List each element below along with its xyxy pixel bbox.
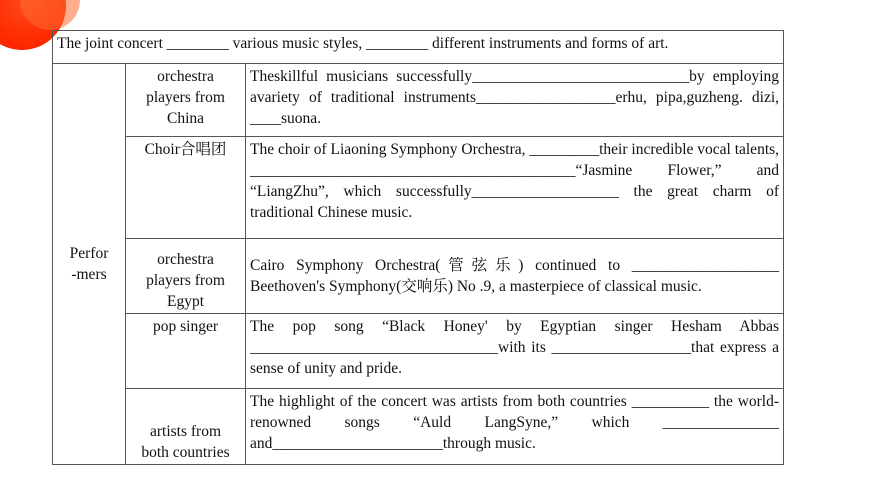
intro-row	[53, 31, 784, 64]
role-egypt-orchestra	[126, 239, 246, 314]
performers-label	[53, 64, 126, 465]
role-china-orchestra	[126, 64, 246, 137]
table-row	[53, 137, 784, 239]
description-egypt-orchestra: Cairo Symphony Orchestra(管弦乐) continued to ___________________ Beethoven's Symphony(交响乐) No .9, a masterpiece of classical music.	[246, 239, 784, 314]
role-text: pop singer	[152, 318, 218, 335]
role-text: orchestra players from Egypt	[146, 251, 225, 310]
table-row	[53, 389, 784, 465]
role-text: orchestra players from China	[146, 68, 225, 127]
role-text: Choir合唱团	[144, 141, 227, 158]
performers-label-text: Perfor -mers	[69, 245, 109, 283]
description-china-orchestra: Theskillful musicians successfully____________________________by employing avariety of traditional instruments__________________erhu, pipa,guzheng. dizi, ____suona.	[246, 64, 784, 137]
description-choir: The choir of Liaoning Symphony Orchestra, _________their incredible vocal talents, __________________________________________“Jasmine Flower,” and “LiangZhu”, which successfully___________________ the great charm of traditional Chinese music.	[246, 137, 784, 239]
table-row	[53, 64, 784, 137]
role-text: artists from both countries	[141, 423, 230, 461]
role-choir	[126, 137, 246, 239]
table-row	[53, 314, 784, 389]
table-row	[53, 239, 784, 314]
description-pop-singer: The pop song “Black Honey' by Egyptian singer Hesham Abbas ________________________________with its __________________that express a sense of unity and pride.	[246, 314, 784, 389]
concert-worksheet-table	[52, 30, 784, 465]
role-artists-both	[126, 389, 246, 465]
intro-sentence: The joint concert ________ various music styles, ________ different instruments and forms of art.	[53, 31, 784, 64]
role-pop-singer	[126, 314, 246, 389]
description-artists-both: The highlight of the concert was artists from both countries __________ the world-renowned songs “Auld LangSyne,” which _______________ and______________________through music.	[246, 389, 784, 465]
